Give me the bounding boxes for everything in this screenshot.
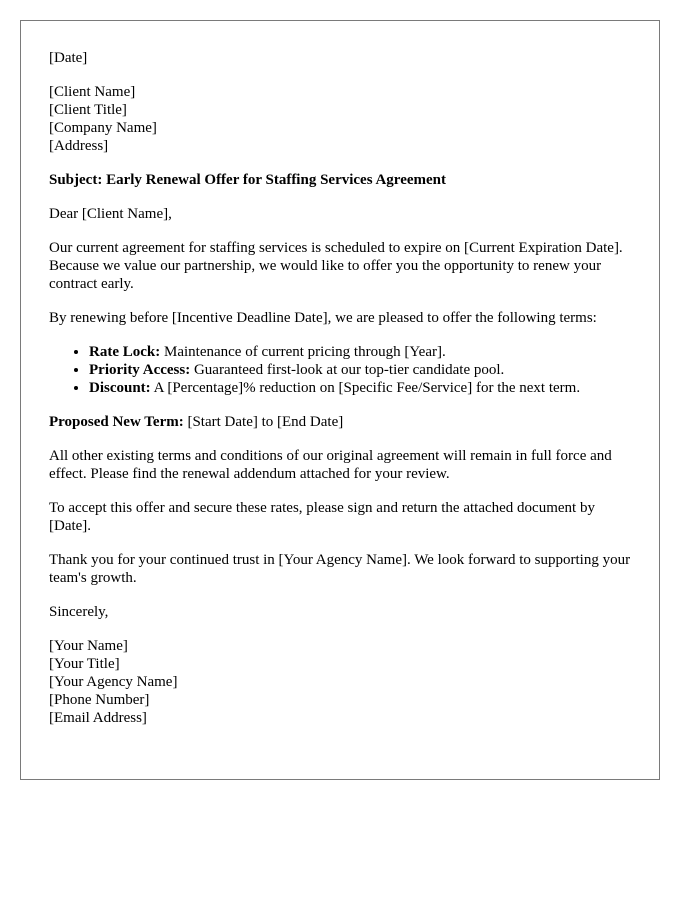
letter-date [49, 49, 631, 67]
paragraph-offer-intro: By renewing before [Incentive Deadline Date], we are pleased to offer the following terms: [49, 310, 597, 326]
paragraph-expiration: Our current agreement for staffing services is scheduled to expire on [Current Expiration Date]. Because we value our partnership, we would like to offer you the opportunity to renew your contract early. [49, 240, 623, 292]
proposed-term [49, 413, 631, 431]
terms-list [49, 343, 631, 397]
signature-name: [Your Name] [49, 638, 128, 654]
list-item [89, 343, 631, 361]
term-text: A [Percentage]% reduction on [Specific Fee/Service] for the next term. [150, 380, 581, 396]
date-text: [Date] [49, 50, 88, 66]
signature-phone: [Phone Number] [49, 692, 150, 708]
subject-text: Subject: Early Renewal Offer for Staffing Services Agreement [49, 172, 446, 188]
subject-line [49, 171, 631, 189]
paragraph-existing-terms: All other existing terms and conditions of our original agreement will remain in full force and effect. Please find the renewal addendum attached for your review. [49, 448, 612, 482]
signature-block [49, 637, 631, 727]
recipient-company: [Company Name] [49, 120, 157, 136]
term-label: Discount: [89, 380, 151, 396]
list-item [89, 379, 631, 397]
paragraph-thanks: Thank you for your continued trust in [Your Agency Name]. We look forward to supporting your team's growth. [49, 552, 631, 586]
list-item [89, 361, 631, 379]
closing: Sincerely, [49, 604, 109, 620]
signature-title: [Your Title] [49, 656, 120, 672]
recipient-title: [Client Title] [49, 102, 127, 118]
proposed-term-label: Proposed New Term: [49, 414, 184, 430]
recipient-block [49, 83, 631, 155]
paragraph-acceptance: To accept this offer and secure these rates, please sign and return the attached document by [Date]. [49, 500, 595, 534]
term-label: Priority Access: [89, 362, 191, 378]
signature-agency: [Your Agency Name] [49, 674, 178, 690]
term-text: Guaranteed first-look at our top-tier candidate pool. [190, 362, 505, 378]
recipient-name: [Client Name] [49, 84, 136, 100]
term-text: Maintenance of current pricing through [Year]. [160, 344, 446, 360]
letter-document [20, 20, 660, 780]
signature-email: [Email Address] [49, 710, 147, 726]
salutation: Dear [Client Name], [49, 206, 172, 222]
recipient-address: [Address] [49, 138, 109, 154]
proposed-term-dates: [Start Date] to [End Date] [183, 414, 344, 430]
term-label: Rate Lock: [89, 344, 161, 360]
